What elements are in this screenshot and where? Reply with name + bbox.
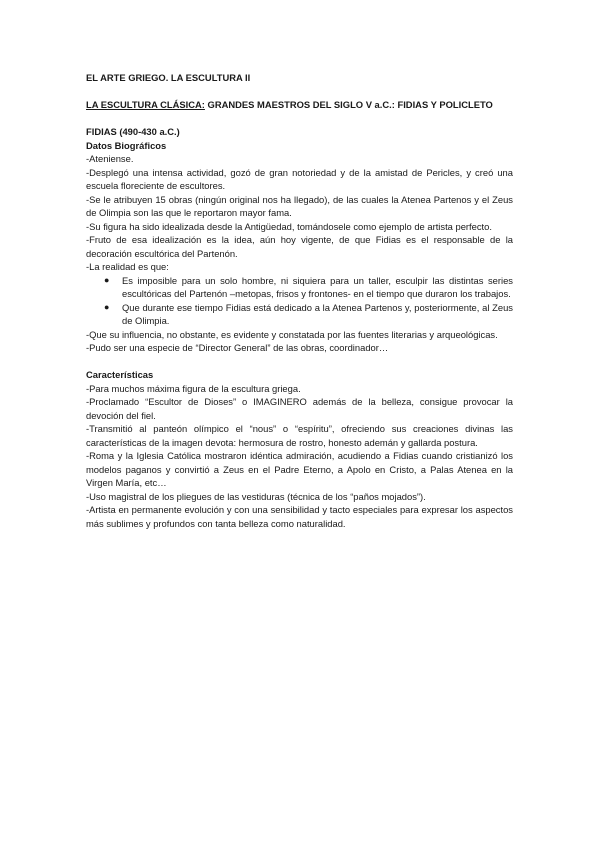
bio-line: -Desplegó una intensa actividad, gozó de gran notoriedad y de la amistad de Pericles, y creó una escuela floreciente de escultores. [86,166,513,191]
section-heading-rest: GRANDES MAESTROS DEL SIGLO V a.C.: FIDIAS Y POLICLETO [204,99,493,110]
section-heading [86,98,513,112]
fidias-section [86,125,513,355]
bio-line: -La realidad es que: [86,261,169,272]
characteristic-line: -Proclamado “Escultor de Dioses” o IMAGINERO además de la belleza, consigue provocar la devoción del fiel. [86,396,513,421]
bio-line: -Se le atribuyen 15 obras (ningún original nos ha llegado), de las cuales la Atenea Partenos y el Zeus de Olimpia son las que le reportaron mayor fama. [86,193,513,218]
bio-heading: Datos Biográficos [86,139,167,151]
list-item-text: Que durante ese tiempo Fidias está dedicado a la Atenea Partenos y, posteriormente, al Zeus de Olimpia. [122,301,513,326]
characteristic-line: -Artista en permanente evolución y con una sensibilidad y tacto especiales para expresar los aspectos más sublimes y profundos con tanta belleza como naturalidad. [86,504,513,529]
section-heading-underlined: LA ESCULTURA CLÁSICA: [86,99,205,110]
list-item [86,274,513,301]
bio-line: -Ateniense. [86,153,134,164]
bio-line: -Su figura ha sido idealizada desde la Antigüedad, tomándosele como ejemplo de artista perfecto. [86,220,492,232]
bio-line: -Pudo ser una especie de “Director General” de las obras, coordinador… [86,342,389,353]
bullet-icon: ● [104,274,110,285]
characteristics-heading: Características [86,369,154,380]
characteristics-section [86,368,513,530]
bullet-icon: ● [104,301,110,312]
bio-line: -Que su influencia, no obstante, es evidente y constatada por las fuentes literarias y arqueológicas. [86,328,498,340]
document-title: EL ARTE GRIEGO. LA ESCULTURA II [86,72,251,83]
bio-line: -Fruto de esa idealización es la idea, aún hoy vigente, de que Fidias es el responsable de la decoración escultórica del Partenón. [86,234,513,259]
characteristic-line: -Roma y la Iglesia Católica mostraron idéntica admiración, acudiendo a Fidias cuando cristianizó los modelos paganos y convirtió a Zeus en el Padre Eterno, a Apolo en Cristo, a Palas Atenea en la Virgen María, etc… [86,450,513,488]
bullet-list [86,274,513,328]
characteristic-line: -Para muchos máxima figura de la escultura griega. [86,382,301,394]
characteristic-line: -Transmitió al panteón olímpico el “nous” o “espíritu”, ofreciendo sus creaciones divinas las características de la imagen devota: hermosura de rostro, honesto ademán y gallarda postura. [86,423,513,448]
characteristic-line: -Uso magistral de los pliegues de las vestiduras (técnica de los “paños mojados”). [86,490,426,502]
list-item [86,301,513,328]
fidias-name: FIDIAS (490-430 a.C.) [86,126,180,137]
list-item-text: Es imposible para un solo hombre, ni siquiera para un taller, esculpir las distintas series escultóricas del Partenón –metopas, frisos y frontones- en el tiempo que duraron los trabajos. [122,274,513,299]
